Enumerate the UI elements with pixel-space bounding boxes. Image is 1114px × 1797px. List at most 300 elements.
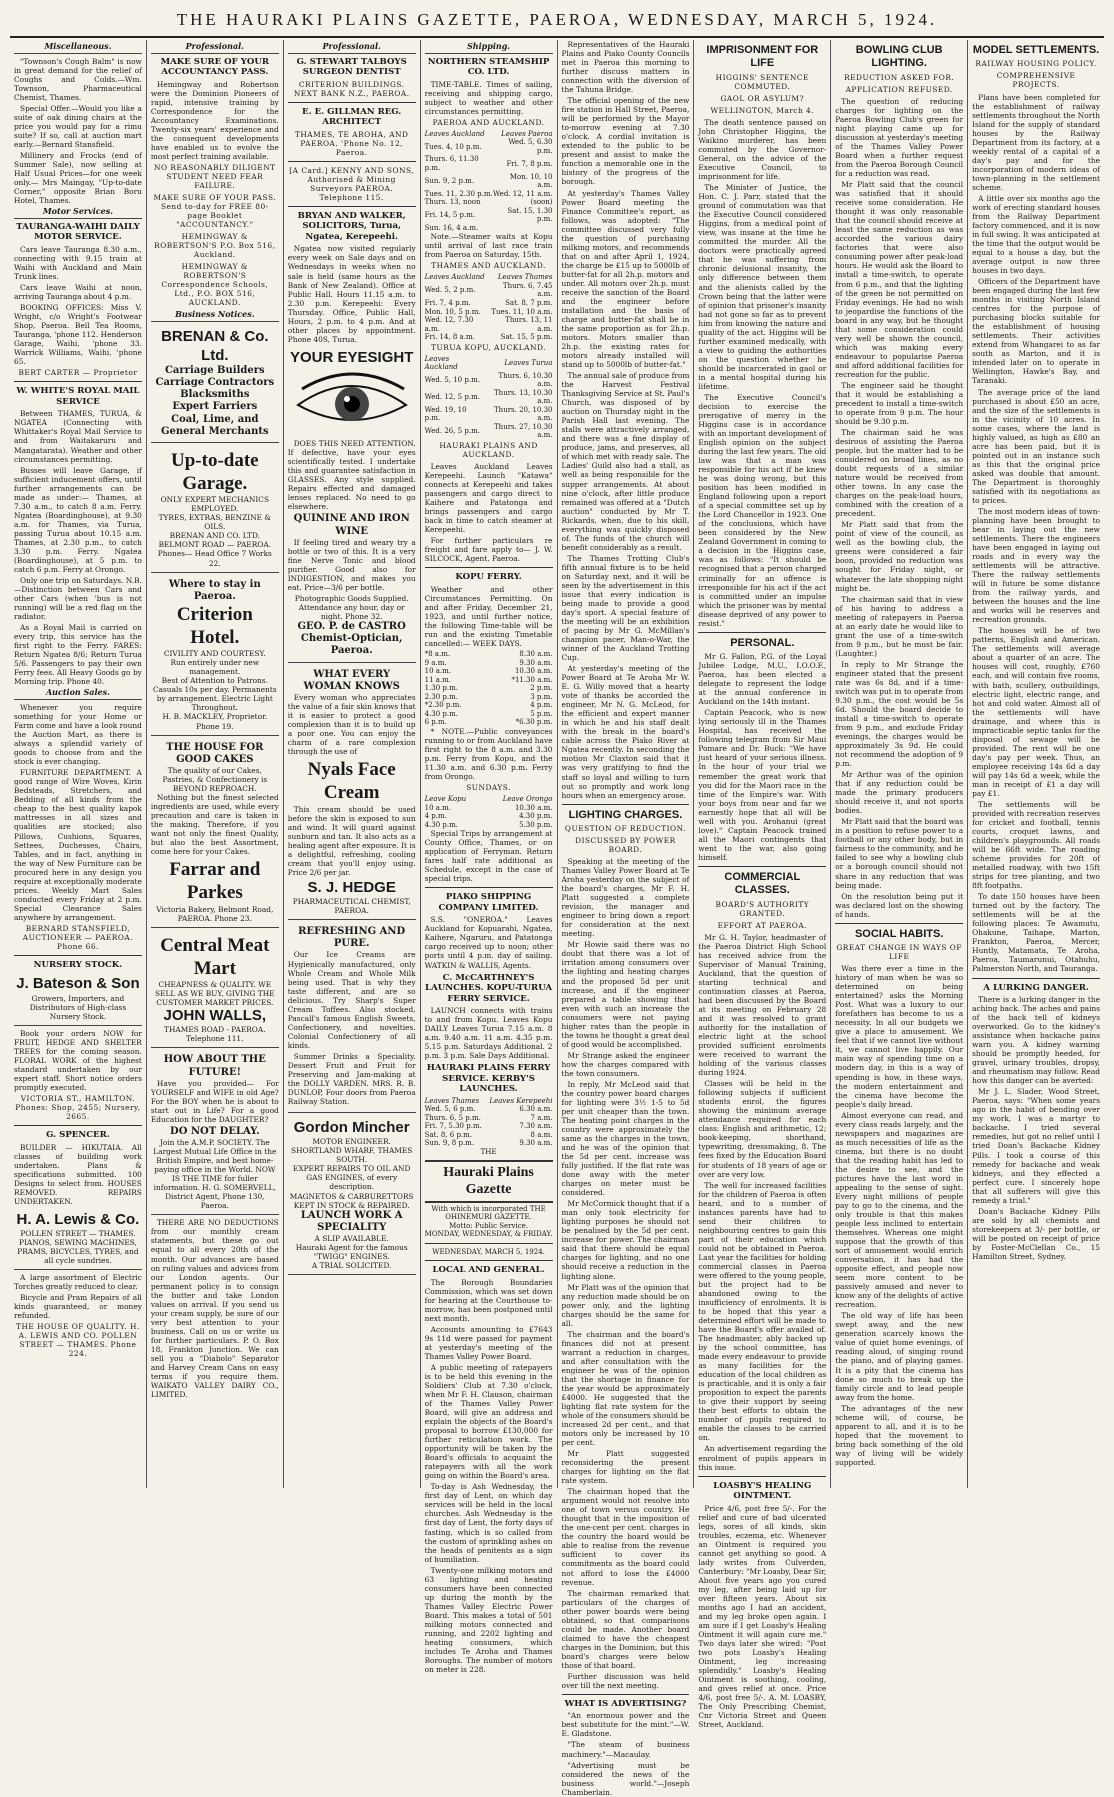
paragraph: Representatives of the Hauraki Plains and Piako County Councils met in Paeroa this morning to further discuss matters in connection with the diversion of the Tahuna Bridge. [561,40,690,95]
timetable-cell: 8.30 a.m. [519,650,553,659]
paragraph: The chairman hoped that the argument would not resolve into one of town versus country. He thought that in the imposition of the one-cent per cent. charges in the country the board would be able to realise from the revenue sufficient to cover its commitments as the board could not afford to lose the £4000 revenue. [561,1487,690,1587]
timetable-row [425,198,553,207]
timetable [425,355,553,440]
timetable-cell: *2.30 p.m. [424,701,462,710]
ad-line: A SLIP AVAILABLE. [314,1233,389,1243]
timetable-cell: 9.30 a.m. [519,1139,553,1148]
notice: Book your orders NOW for FRUIT, HEDGE AND SHELTER TREES for the coming season. FLORAL WORK of the highest standard undertaken by our expert staff. Short notice orders promptly executed. [14,1028,142,1092]
notice: Bicycle and Pram Repairs of all kinds guaranteed, or money refunded. [14,1293,142,1321]
timetable-cell: 5.30 p.m. [519,820,553,829]
paragraph: Mr Platt said that the board was in a position to refuse power to a football or any other body, but in fairness to the community, and he failed to see why a bowling club or a borough council should not share in any reduction that was being made. [835,817,964,890]
timetable-cell: Thurs. 13, 10.30 a.m. [494,388,553,406]
paragraph: Doan's Backache Kidney Pills are sold by all chemists and storekeepers at 3/- per bottle, or will be posted on receipt of price by Foster-McClellan Co., 15 Hamilton Street, Sydney. [972,1206,1100,1261]
criterion-ad [151,576,279,736]
article-subheading: QUESTION OF REDUCTION. [564,824,686,833]
paragraph: "Advertising must be considered the news of the business world."—Joseph Chamberlain. [561,1760,690,1797]
timetable-cell: Sun. 16, 4 a.m. [424,223,479,232]
timetable-row [425,282,553,299]
paper-subtitle: With which is incorporated THE OHINEMURI GAZETTE. [431,1204,546,1222]
timetable-cell: Fri. 7, 4 p.m. [424,298,471,307]
ad-heading: NURSERY STOCK. [33,959,123,970]
timetable-cell: Wed. 12, 7.30 a.m. [424,316,474,333]
garage-ad [151,446,279,573]
timetable-cell: Thurs. 27, 10.30 a.m. [494,422,553,440]
timetable [425,273,553,341]
notice: THERE ARE NO DEDUCTIONS from our monthly cream statements, but these go out equal to all every 20th of the month. Our advances are based on ruling values and advices from our London agents. Our permanent policy is to consign the butter and take London values on arrival. If you send us your cream supply, be sure of our very best attention to your business. Call on us or write us for further particulars. P. O. Box 18, Frankton Junction. We can sell you a "Diabolo" Separator and Harvey Cream Cans on easy terms if you require them. WAIKATO VALLEY DAIRY CO., LIMITED. [150,1218,279,1399]
timetable-row [425,308,553,317]
paragraph: The average price of the land purchased is about £50 an acre, and the size of the settlements is in the vicinity of 10 acres. In some cases, where the land is highly valued, as high as £80 an acre has been paid, but it is pointed out in an instance such as this that the original price asked was double that amount. The Department is thoroughly satisfied with its negotiations as to prices. [972,387,1100,505]
ad-title: QUININE AND IRON WINE [293,513,410,537]
ad-line: H. B. MACKLEY, Proprietor. Phone 19. [162,712,268,731]
ad-line: Victoria Bakery, Belmont Road, PAEROA. Phone 23. [156,904,274,923]
ad-heading: W. WHITE'S ROYAL MAIL SERVICE [16,386,140,407]
ad-heading: C. McCARTHNEY'S LAUNCHES. KOPU-TURUA FERRY SERVICE. [425,972,553,1004]
notice: Hemingway and Robertson were the Dominion Pioneers of rapid, intensive training by Correspondence for the Accountancy Examinations. Twenty-six years' experience and the consequent developments have enabled us to evolve the most perfect training available. [150,79,279,161]
paragraph: Officers of the Department have been engaged during the last few months in visiting North Island centres for the purpose of purchasing blocks suitable for the establishment of housing settlements. Their activities extend from Whangarei to as far south as Marton, and it is intended later on to operate in Wellington, Hawke's Bay, and Taranaki. [972,277,1100,386]
ad-heading: PIAKO SHIPPING COMPANY LIMITED. [438,892,539,913]
timetable-cell: Fri. 14, 8 a.m. [424,333,475,342]
timetable-cell: 4.30 p.m. [519,812,553,821]
timetable-cell: Sat. 8, 6 p.m. [424,1130,473,1139]
ad-line: BELMONT ROAD — PAEROA. Phones— Head Office 7 Works 22. [157,540,272,568]
paragraph: "An enormous power and the best substitute for the mint."—W. E. Gladstone. [561,1711,690,1739]
timetable-row [425,1131,553,1140]
ad-line: MAGNETOS & CARBURETTORS KEPT IN STOCK & REPAIRED. [289,1191,414,1210]
timetable-header-cell: Leaves Thames [424,1096,480,1105]
timetable-cell: 1.30 p.m. [424,684,459,693]
ad-line: Carriage Contractors [155,377,275,388]
notice: This cream should be used before the skin is exposed to sun and wind. It will guard against sunburn and tan. It also acts as a healing agent after exposure. It is a delightful, refreshing, cooling cream that you'll enjoy using. Price 2/6 per jar. [287,804,416,877]
timetable-cell: *8 a.m. [424,650,451,659]
notice: Only one trip on Saturdays. N.B.—Distinction between Cars and other Cars (when 'bus is not running) will be a red flag on the radiator. [14,575,142,622]
ad-line: CIVILITY AND COURTESY. [163,649,266,659]
paragraph: The most modern ideas of town-planning have been brought to bear in laying out the new settlements. There the engineers have been engaged in laying out roads and in every way the settlements will be attractive. There the railway settlements will in future be some distance from the railway yards, and between the houses and the line and works will be reserves and recreation grounds. [972,506,1100,625]
paragraph: The Borough Boundaries Commission, which was set down for hearing at the Courthouse to-morrow, has been postponed until next month. [424,1277,553,1323]
ad-line: CRITERION BUILDINGS. NEXT BANK N.Z., PAEROA. [293,79,410,98]
timetable-row [425,333,553,342]
ad-line: The quality of our Cakes, Pastries, & Confectionery is BEYOND REPROACH. [162,765,268,793]
timetable-header-cell: Leaves Paeroa [501,129,553,138]
notice: Our Ice Creams are Hygienically manufactured, only Whole Cream and Whole Milk being used. That is why they taste different, and are so delicious. Try Sharp's Super Cream Toffees. Also stocked, Pascall's famous English Sweets, Confectionery, and novelties. Colonial Confectionery of all kinds. [287,950,416,1050]
timetable-row [425,173,553,190]
ad-line: Photographic Goods Supplied. Attendance any hour, day or night. Phone 32. [294,593,409,621]
ad-title: GEO. P. de CASTRO Chemist-Optician, Paeroa. [297,621,406,657]
timetable-heading: HAURAKI PLAINS AND AUCKLAND. [439,440,538,459]
timetable-cell: Tues. 11, 10 a.m. [491,307,553,316]
section-heading: Miscellaneous. [14,42,142,54]
article-headline: LOASBY'S HEALING OINTMENT. [713,1480,812,1502]
ad-line: Where to stay in Paeroa. [168,578,261,602]
timetable-cell: 10.30 a.m. [514,803,553,812]
paragraph: Was there ever a time in the history of man when he was so determined on being entertained? asks the Morning Post. What was a luxury to our forefathers has become to us a necessity. In all our budgets we give a place to amusement. We feel that if we cannot live without it, we cannot live happily. Our main way of spending time on a modern day, in this is a way of spending is how, in these ways, the modern entertainment and the cinema have become the people's daily bread. [835,964,964,1109]
paper-the: THE [480,1147,497,1156]
paragraph: Mr J. L. Slader, Wood Street, Paeroa, says: "When some years ago in the habit of bending over my work, I was a martyr to backache. I tried several remedies, but got no relief until I tried Doan's Backache Kidney Pills. I took a course of this remedy for backache and weak kidneys, and they effected a perfect cure. I sincerely hope that all sufferers will give this remedy a trial." [972,1087,1100,1205]
paragraph: The question of reducing charges for lighting on the Paeroa Bowling Club's green for night playing came up for discussion at yesterday's meeting of the Thames Valley Power Board when a further request from the Paeroa Borough Council for a reduction was read. [835,96,964,179]
ad-line: Carriage Builders [164,364,265,376]
paragraph: Classes will be held in the following subjects if sufficient students enrol, the figures showing the minimum average attendance required for each class: English and arithmetic, 12; book-keeping, shorthand, typewriting, dressmaking, 8. The fees fixed by the Education Board for students of 18 years of age or over are very low. [698,1079,827,1179]
lewis-ad [14,1208,142,1270]
notice: S.S. "ONEROA." Leaves Auckland for Kopuarahi, Ngatea, Kaihere, Ngaruru, and Patatonga cargo received up to noon; other ports until 4 p.m. day of sailing. WATKIN & WALLIS, Agents. [424,915,553,970]
column-2 [147,40,284,1488]
timetable-cell: Wed. 5, 2 p.m. [424,286,476,295]
ad-line: Best of Attention to Patrons. [161,676,268,686]
paragraph: A little over six months ago the work of erecting standard houses from the Railway Department factory commenced, and it is now in full swing. It was anticipated at the time that the output would be equal to a house a day, but the average output is now three houses in two days. [972,193,1100,276]
ad-line: Casuals 10s per day. Permanents by arrangement. Electric Light Throughout. [152,685,277,713]
timetable-header-cell: Leave Kopu [424,795,467,804]
notice: Note.—Steamer waits at Kopu until arrival of last race train from Paeroa on Saturday, 15th. [424,232,553,260]
column-8 [968,40,1104,1488]
timetable-cell: Sun. 9, 2 p.m. [424,176,475,185]
timetable-cell: 4.30 p.m. [424,820,459,829]
ad-title: HOW ABOUT THE FUTURE! [163,1054,266,1078]
nyals-ad [288,666,416,921]
dateline: WELLINGTON, March 4. [710,105,815,115]
notice: Between THAMES, TURUA, & NGATEA (Connecting with Whittaker's Royal Mail Service to and from Waitakaruru and Mangatarata). Weather and other circumstances permitting. [14,409,142,464]
timetable-row [425,406,553,423]
paragraph: Plans have been completed for the establishment of railway settlements throughout the North Island for the supply of standard houses by the Railway Department from its factory, at a weekly rental of a capital of a day's pay and for the incorporation of modern ideas of town-planning in the settlement scheme. [972,92,1100,192]
timetable-cell: Wed. 5, 6 p.m. [424,1105,476,1114]
article-headline: SOCIAL HABITS. [854,927,944,940]
paragraph: The Minister of Justice, the Hon. C. J. Parr, stated that the ground of commutation was that the Executive Council considered Higgins, from a medical point of view, was insane at the time he committed the murder. All the doctors were practically agreed that he was suffering from chronic delusional insanity, the only difference between them and the alienists called by the Crown being that the latter were of opinion that prisoner's insanity had not gone so far as to prevent him from knowing the nature and quality of the act. Higgins will be further examined medically, with a view to guiding the authorities on the question whether he should be incarcerated in gaol or in a mental hospital during his lifetime. [698,183,827,391]
paper-date: WEDNESDAY, MARCH 5, 1924. [432,1247,545,1256]
notice: Special Offer.—Would you like a suite of oak dining chairs at the price you would pay for a rimu suite? If so, call at auction mart early.—Bernard Stansfield. [14,103,142,150]
ad-title: Central Meat Mart [160,934,270,979]
section-heading: Professional. [288,42,416,54]
timetable-row [425,1139,553,1148]
timetable-header [425,795,553,804]
timetable-row [425,693,553,702]
ad-title: Nyals Face Cream [307,759,396,804]
timetable-cell: (soon) [530,198,553,207]
paragraph: The official opening of the new fire station in Hall Street, Paeroa, will be performed by the Mayor to-morrow evening at 7.30 o'clock. A cordial invitation is extended to the public to be present and assist to make the function a memorable one in the history of the progress of the borough. [561,96,690,187]
paragraph: Twenty-one milking motors and 63 lighting and heating consumers have been connected up during the month by the Thames Valley Electric Power Board. This makes a total of 501 milking motors connected and running, and 2202 lighting and heating consumers, which includes Te Aroha and Thames Boroughs. The number of motors on meter is 228. [424,1565,553,1674]
meat-ad [151,931,279,1049]
timetable-header [425,130,553,139]
paragraph: The well for increased facilities for the children of Paeroa is often heard, and to a number of instances parents have had to send their children to neighbouring centres to gain this part of their education which could not be obtained in Paeroa. Last year the facilities for holding commercial classes in Paeroa were offered to the young people, but the project had to be abandoned owing to the insufficiency of enrolments. It is to be hoped that this year a determined effort will be made to have the Board's offer availed of. The headmaster, ably backed up by the school committee, has made every endeavour to provide as many facilities for the education of the local children as is practicable, and it is only a fair proposition to expect the parents to give their support by seeing their best efforts to obtain the number of pupils required to enable the classes to be carried on. [698,1180,827,1443]
notice: Every woman who appreciates the value of a fair skin knows that it is easier to protect a good complexion than it is to build up a poor one. You can enjoy the charm of a rare complexion through the use of [287,692,416,757]
ad-title: Criterion Hotel. [176,603,253,649]
article-headline: WHAT IS ADVERTISING? [564,1698,687,1709]
notice: DOES THIS NEED ATTENTION. If defective, have your eyes scientifically tested. I undertake this and guarantee satisfaction in GLASSES. Any style supplied. Repairs effected and damaged lenses replaced. No need to go elsewhere. [287,439,416,512]
ad-title: H. A. Lewis & Co. [16,1210,140,1228]
ad-heading: KOPU FERRY. [455,572,522,583]
timetable-row [425,299,553,308]
timetable-cell: 10.30 a.m. [514,667,553,676]
paragraph: To date 150 houses have been turned out by the factory. The settlements will be at the following places: Te Awamutu, Ohakune, Taihape, Marton, Frankton, Paeroa, Mercer, Huntly, Matamata, Te Aroha, Paeroa, Taumarunui, Otahuhu, Palmerston North, and Tauranga. [972,892,1100,974]
notice: BOOKING OFFICES: Miss V. Wright, c/o Wright's Footwear Shop, Paeroa. Bell Tea Rooms, Tauranga, 'phone 112. Henderson Garage, Waihi, 'phone 33. Warrick Williams, Waihi, 'phone 65. [14,303,142,367]
notice: A large assortment of Electric Torches greatly reduced to clear. [14,1273,142,1292]
column-3 [284,40,421,1488]
timetable-row [425,423,553,440]
timetable-row [425,207,553,224]
ad-line: THAMES, TE AROHA, AND PAEROA. 'Phone No. 12, Paeroa. [294,129,409,157]
paragraph: Mr Platt suggested reconsidering the present charges for lighting on the flat rate system. [561,1449,690,1486]
article-headline: COMMERCIAL CLASSES. [724,870,801,897]
paper-title: Hauraki Plains Gazette [425,1160,553,1202]
timetable [425,130,553,232]
ad-line: TYRES, EXTRAS, BENZINE & OILS. [158,513,271,532]
notice: Busses will leave Garage, if sufficient inducement offers, until further arrangements can be made as under:— Thames, at 7.30 a.m., to catch 8 a.m. Ferry. Ngatea (Boardinghouse), at 9.30 a.m. for Thames, via Turua, passing Turua about 10.15 a.m. Thames, at 2.30 p.m., to catch 3.30 p.m. Ferry. Ngatea (Boardinghouse), at 5 p.m. to catch 6 p.m. Ferry at Orongo. [14,465,142,574]
timetable-row [425,155,553,172]
timetable [425,650,553,727]
paragraph: Mr Howie said there was no doubt that there was a lot of irritation among consumers over the lighting and heating charges and the proposed 5d per unit increase, and if the engineer prepared a table showing that even with such an increase the consumers were not paying higher rates than the people in the towns he thought a great deal of good would be accomplished. [561,940,690,1049]
column-1 [10,40,147,1488]
timetable-cell: 6.30 a.m. [519,1105,553,1114]
paragraph: A public meeting of ratepayers is to be held this evening in the Soldiers' Club at 7.30 o'clock, when Mr F. H. Clauson, chairman of the Thames Valley Power Board, will give an address and explain the objects of the Board's proposal to borrow £130,000 for further reticulation work. The opportunity will be taken by the Board's officials to acquaint the ratepayers with all the work going on within the Board's area. [424,1362,553,1481]
notice: "Townson's Cough Balm" is now in great demand for the relief of Coughs and Colds.—Wm. Townson, Pharmaceutical Chemist, Thames. [14,56,142,102]
paragraph: "The steam of business machinery."—Macaulay. [561,1740,690,1759]
timetable-cell: Mon. 10, 5 p.m. [424,307,481,316]
ad-line: EXPERT REPAIRS TO OIL AND GAS ENGINES, of every description. [292,1164,411,1192]
article-subheading: COMPREHENSIVE PROJECTS. [996,71,1076,90]
paper-motto: Motto: Public Service. [449,1221,529,1230]
ad-title: S. J. HEDGE [307,878,396,896]
notice: As a Royal Mail is carried on every trip, this service has the first right to the Ferry. FARES: Return Ngatea 8/6; Return Turua 5/6. Passengers to pay their own Ferry fees. All Heavy Goods go by Morning trip. Phone 40. [14,623,142,687]
timetable-row [425,812,553,821]
article-subheading: GREAT CHANGE IN WAYS OF LIFE [836,943,962,962]
timetable-row [425,684,553,693]
timetable-row [425,190,553,199]
paragraph: The chairman and the board's finances did not at present warrant a reduction in charges, and after consultation with the engineer he was of the opinion that the shortage in finance for the year would be approximately £4000. He suggested that the lighting flat rate system for the whole of the consumers should be increased 2d per cent., and that motors only be increased by 10 per cent. [561,1329,690,1448]
column-6 [694,40,831,1730]
paragraph: On the resolution being put it was declared lost on the showing of hands. [835,891,964,919]
article-headline: A LURKING DANGER. [983,982,1089,993]
notice: Leaves Auckland Leaves Kerepeehi. Launch "Katawa" connects at Kerepeehi and takes passengers and cargo direct to Kaihere and Patatonga and brings passengers and cargo back in time to catch steamer at Kerepeehi. [424,462,553,535]
paragraph: Further discussion was held over till the next meeting. [561,1671,690,1690]
paragraph: At yesterday's Thames Valley Power Board meeting the Finance Committee's report, as follows, was adopted: "The committee discussed very fully the question of purchasing milking motors, and recommends that on and after April 1, 1924, the charge be £15 up to 5000lb of butter-fat for all 2h.p. motors and under. All motors over 2h.p. must receive the sanction of the Board and the engineer before installation and the basis of charge and butter-fat shall be in the same proportion as for 2h.p. motors. Motors smaller than 2h.p. the existing rates for motors already installed will stand up to 5000lb of butter-fat." [561,188,690,370]
notice: Cars leave Waihi at noon, arriving Tauranga about 4 p.m. [14,283,142,302]
timetable-row [425,138,553,155]
timetable-cell: 10 a.m. [424,803,452,812]
ad-heading: E. E. GILLMAN REG. ARCHITECT [302,106,402,128]
timetable-cell: 4.30 p.m. [424,709,459,718]
article-subheading: DISCUSSED BY POWER BOARD. [575,836,676,855]
ad-title: YOUR EYESIGHT [290,348,414,366]
timetable-row [425,1105,553,1114]
notice: Weather and other Circumstances Permitting. On and after Friday, December 21, 1923, and until further notice, the following Time-table will be run and the existing Timetable cancelled:— WEEK DAYS. [424,584,553,649]
timetable-cell: Wed. 12, 11 a.m. [493,189,553,198]
paragraph: There is a lurking danger in the aching back. The aches and pains of the back tell of kidneys overworked. Go to the kidney's assistance when backache pains warn you. A kidney warning should be promptly heeded, for gravel, urinary troubles, dropsy, and rheumatism may follow. Read how this danger can be averted: [972,994,1100,1086]
paragraph: The engineer said he thought that it would be establishing a precedent to install a time-switch to operate from 9 p.m. The hour should be 9.30 p.m. [835,380,964,426]
paragraph: The chairman said that in view of his having to address a meeting of ratepayers in Paeroa at an early date he would like to grant the use of a time-switch from 9 p.m., but he must be fair. (Laughter.) [835,594,964,658]
timetable-cell: Sat. 15, 5 p.m. [500,333,553,342]
notice: TIME-TABLE. Times of sailing, receiving and shipping cargo, subject to weather and other circumstances permitting. [424,79,553,116]
timetable-row [425,224,553,233]
timetable-header [425,273,553,282]
article-subheading: BOARD'S AUTHORITY GRANTED. [715,899,810,918]
timetable-cell: 6 p.m. [424,718,447,727]
article-subheading: REDUCTION ASKED FOR. [844,72,955,82]
timetable-cell: Thurs. 13, 11 a.m. [505,316,553,333]
timetable-cell: 3 p.m. [530,692,553,701]
paragraph: The Thames Trotting Club's fifth annual fixture is to be held on Saturday next, and it will be seen by the advertisement in this issue that every indication is being made to provide a good day's sport. A special feature of the meeting will be an exhibition of pacing by Mr G. McMillan's champion pacer, Man-o-War, the winner of the Auckland Trotting Cup. [561,553,690,663]
column-7 [831,40,968,1488]
timetable-cell: *11.30 a.m. [511,675,553,684]
timetable-cell: Thurs. 6, 7.45 a.m. [502,281,553,299]
ad-line: POLLEN STREET — THAMES. PIANOS, SEWING MACHINES, PRAMS, BICYCLES, TYRES, and all cycle sundries. [17,1229,139,1266]
newspaper-columns [10,40,1104,1797]
article-headline: MODEL SETTLEMENTS. [972,44,1100,56]
timetable-cell: Wed. 12, 5 p.m. [424,393,480,402]
timetable-row [425,1122,553,1131]
timetable-row [425,676,553,685]
ad-line: General Merchants [161,425,269,437]
timetable-cell: 5 p.m. [530,709,553,718]
article-subheading: APPLICATION REFUSED. [845,84,953,94]
ad-heading: MAKE SURE OF YOUR ACCOUNTANCY PASS. [160,56,270,78]
notice: If feeling tired and weary try a bottle or two of this. It is a very fine Nerve Tonic and blood purifier. Good also for INDIGESTION, and makes you eat. Price—3/6 per bottle. [287,537,416,592]
notice: Ngatea now visited regularly every week on Sale days and on Wednesdays in weeks when no sale is held (same hours as the Bank of New Zealand). Office at Public Hall. Hours 11.15 a.m. to 2.30 p.m. Kerepeehi: Every Thursday. Office, Public Hall, Hours, 2 p.m. to 4 p.m. And at other places by appointment. Phone 40S, Turua. [287,244,416,344]
timetable-heading: THAMES AND AUCKLAND. [431,261,546,271]
section-heading: Motor Services. [14,207,142,219]
timetable-cell [493,224,553,233]
notice: Whenever you require something for your Home or Farm come and have a look round the Auction Mart, as there is always a splendid variety of goods to choose from and the stock is ever changing. [14,703,142,767]
paragraph: To-day is Ash Wednesday, the first day of Lent, on which day services will be held in the local churches. Ash Wednesday is the first day of Lent, the forty days of fasting, which is so called from the custom of sprinkling ashes on the heads of penitents as a sign of humiliation. [424,1482,553,1564]
ad-line: CHEAPNESS & QUALITY. WE SELL AS WE BUY, GIVING THE CUSTOMER MARKET PRICES. [155,979,275,1008]
timetable-cell: Fri. 14, 5 p.m. [424,210,476,219]
ad-line: Run entirely under new management. [170,658,260,677]
paragraph: In reply, Mr McLeod said that the country power board charges for lighting were 3½ 1-5 to 5d per unit cheaper than the town. The heating point charges in the country were approximately the same as the charges in the town, and he was of the opinion that the 5d per cent. increase was fully justified. If the flat rate was done away with the meter charges on meter must be considered. [561,1079,690,1198]
paragraph: Almost everyone can read, and every class reads largely, and the newspapers and magazines are as much necessities of life as the cinema, but there is no doubt that the reading habit has led to the desire to see, and the pictures have the last word in appealing to the sense of sight. Every night millions of people pay to go to the cinema, and the only trouble is that this makes people less inclined to entertain themselves. Whereas one might suppose that the growth of this sort of amusement would enrich conversation, it has had the opposite effect, and people now seem more content to be passively amused and never to know any of the delights of active recreation. [835,1110,964,1310]
paragraph: The Executive Council's decision to exercise the prerogative of mercy in the Higgins case is in accordance with an important development of English opinion on the subject during the last few years. The old law was that a man was responsible for his act if he knew he was doing wrong, but this position has been modified in England following upon a report of a special committee set up by the Lord Chancellor in 1923. One of the conclusions, which have been considered by the New Zealand Government in coming to a decision in the Higgins case, was as follows: "It should be recognised that a person charged criminally for an offence is irresponsible for his act if the act is committed under an impulse which the prisoner was by mental disease deprived of any power to resist." [698,392,827,628]
article-headline: LIGHTING CHARGES. [568,808,683,821]
timetable-row [425,659,553,668]
timetable-cell: Wed. 5, 10 p.m. [424,375,480,384]
timetable-header-cell: Leave Orongo [502,795,553,804]
paragraph: Captain Peacock, who is now lying seriously ill in the Thames Hospital, has received the following telegram from Sir Maui Pomare and Dr. Buck: "We have just heard of your serious illness. In the hour of your trial we remember the great work that you did for the Maori race in the time of the Empire's war. With your boys from near and far we earnestly hope that all will be well with you. Arohanui (great love)." Captain Peacock trained all the Maori contingents that went to the war, also going himself. [698,708,827,862]
timetable-cell: Tues. 4, 10 p.m. [424,142,482,151]
ad-heading: HAURAKI PLAINS FERRY SERVICE. KERBY'S LAUNCHES. [426,1063,551,1095]
timetable-row [425,650,553,659]
section-heading: Business Notices. [151,310,279,322]
timetable-cell: 2 p.m. [530,684,553,693]
ad-line: Growers, Importers, and Distributors of High-class Nursery Stock. [29,993,127,1021]
timetable-cell: Wed. 19, 10 p.m. [424,405,467,423]
bateson-ad [14,972,142,1025]
eyesight-ad [288,346,416,663]
timetable-cell: Thurs. 20, 10.30 a.m. [494,405,553,423]
paragraph: Speaking at the meeting of the Thames Valley Power Board at Te Aroha yesterday on the subject of the board's charges, Mr F. H. Platt suggested a complete revision, the manager and engineer to bring down a report for consideration at the next meeting. [561,857,690,939]
timetable-heading: TURUA KOPU, AUCKLAND. [431,342,546,352]
paragraph: In reply to Mr Strange the engineer stated that the present rate was 6s 8d, and if a time-switch was put in to operate from 9.30 p.m., the cost would be 5s 6d. Should the board decide to install a time-switch to operate from 9 p.m., and exclude Friday evenings, the charges would be approximately 3s 9d. He could not recommend the adoption of 9 p.m. [835,659,964,769]
timetable-header-cell: Leaves Kerepeehi [489,1096,553,1105]
paragraph: Mr G. Fallon, P.G. of the Loyal Jubilee Lodge, M.U., I.O.O.F., Paeroa, has been elected a delegate to represent the lodge at the annual conference in Auckland on the 14th instant. [698,652,827,707]
ad-line: THAMES ROAD - PAEROA. Telephone 111. [164,1025,266,1044]
timetable-header-cell: Leaves Turua [504,358,553,367]
timetable-heading: PAEROA AND AUCKLAND. [432,117,545,127]
ad-line: VICTORIA ST., HAMILTON. Phones: Shop, 2455; Nursery, 2665. [15,1094,141,1122]
notice: BUILDER — HIKUTAIA. All classes of building work undertaken. Plans & specifications submitted. 100 Designs to select from. HOUSES REMOVED. REPAIRS UNDERTAKEN. [14,1142,142,1206]
timetable-cell: Sun. 9, 8 p.m. [424,1139,475,1148]
timetable-header-cell: Leaves Auckland [424,354,458,372]
timetable [425,795,553,829]
timetable-row [425,316,553,333]
paragraph: The houses will be of two patterns, English and American. The settlements will average about a quarter of an acre. The houses will cost, roughly, £760 each, and will contain five rooms, with bath, scullery, outbuildings, electric light, electric range, and hot and cold water. Almost all of the settlements will have drainage, and where this is impracticable septic tanks for the disposal of sewage will be provided. The rent will be one day's pay per week. Thus, an employee receiving 14s 6d a day will pay 14s 6d a week, while the man in receipt of £1 a day will pay £1. [972,626,1100,798]
brenan-ad [151,325,279,443]
timetable-cell: Mon. 10, 10 a.m. [509,172,553,190]
timetable-cell: 8 a.m. [530,1130,553,1139]
timetable-header [425,1097,553,1106]
timetable-cell: Sat. 15, 1.30 p.m. [507,206,553,224]
timetable-cell: Wed. 26, 5 p.m. [424,427,480,436]
article-headline: IMPRISONMENT FOR LIFE [706,44,819,70]
column-5 [558,40,695,1797]
mincher-ad [288,1116,416,1275]
paragraph: Mr Platt was of the opinion that any reduction made should be on power only, and the lighting charges should be the same for all. [561,1282,690,1328]
article-subheading: RAILWAY HOUSING POLICY. [975,59,1097,69]
timetable-cell: Thurs. 6, 10.30 a.m. [498,371,553,389]
timetable-row [425,1114,553,1123]
ad-line: PHARMACEUTICAL CHEMIST, PAEROA. [292,897,411,916]
paragraph: The settlements will be provided with recreation reserves for cricket and football, tennis courts, croquet lawns, and children's playgrounds. All roads will be 66ft wide. The roading scheme provides for 20ft of metalled roadway, with two 15ft strips for tree planting, and two 8ft footpaths. [972,799,1100,891]
ad-title: WHAT EVERY WOMAN KNOWS [303,668,400,692]
paragraph: Mr Arthur was of the opinion that if any reduction could be made the primary producers should receive it, and not sports bodies. [835,770,964,816]
ad-line: MAKE SURE OF YOUR PASS. Send to-day for FREE 80-page Booklet "ACCOUNTANCY." [153,193,277,230]
ad-line: HEMINGWAY & ROBERTSON'S P.O. Box 516, Auckland. [154,232,276,260]
ad-heading: G. SPENCER. [46,1130,110,1141]
notice: Cars leave Tauranga 8.30 a.m., connecting with 9.15 train at Waihi with Auckland and Main Trunk lines. [14,244,142,282]
timetable-header [425,355,553,372]
section-heading: Shipping. [425,42,553,54]
paragraph: The chairman remarked that particulars of the charges of other power boards were being obtained, so that comparisons could be made. Another board claimed to have the cheapest charges in the Dominion, but this board's charges were below those of that board. [561,1588,690,1670]
ad-title: JOHN WALLS, [163,1007,267,1025]
column-4 [421,40,558,1674]
notice: For further particulars re freight and fare apply to— J. W. SILCOCK, Agent, Paeroa. [424,536,553,564]
ad-title: Up-to-date Garage. [171,449,259,495]
paragraph: The old way of life has been swept away, and the new generation scarcely knows the value of quiet home evenings, of reading aloud, of singing round the piano, and of playing games. It is a pity that the cinema has done so much to break up the family circle and to lead people away from the home. [835,1311,964,1402]
notice: LAUNCH connects with trains to and from Kopu. Leaves Kopu DAILY Leaves Turua 7.15 a.m. 8 a.m. 9.40 a.m. 11 a.m. 4.35 p.m. 5.15 p.m. Saturdays Additional. 2 p.m. 3 p.m. Sale Days Additional. [424,1006,553,1061]
paragraph: An advertisement regarding the enrolment of pupils appears in this issue. [698,1444,827,1472]
paragraph: At yesterday's meeting of the Power Board at Te Aroha Mr W. E. G. Willy moved that a hearty vote of thanks be accorded the engineer, Mr N. G. McLeod, for the efficient and expert manner in which he and his staff dealt with the break in the board's cable across the Piako River at Ngatea recently. In seconding the motion Mr Claxton said that it was very gratifying to find the staff so loyal and willing to turn out so promptly and work long hours when an emergency arose. [561,664,690,800]
ad-line: Hauraki Agent for the famous "TWIGG" ENGINES. [295,1242,408,1261]
timetable-row [425,821,553,830]
paragraph: The advantages of the new scheme will, of course, be apparent to all, and it is to be hoped that the movement to bring back something of the old way of living will be widely supported. [835,1403,964,1467]
timetable-cell: 10 a.m. [424,667,452,676]
timetable-header-cell: Leaves Auckland [424,129,485,138]
cakes-ad [151,739,279,928]
article-subheading: HIGGINS' SENTENCE COMMUTED. [715,72,809,91]
notice: Special Trips by arrangement at County Office, Thames, or on application of Ferryman. Return fares half rate additional as Schedule, except in the case of special trips. [424,829,553,884]
ad-line: A TRIAL SOLICITED. [311,1261,392,1271]
paragraph: Mr McCormick thought that if a man only took electricity for lighting purposes he should not be penalised by the 5d per cent. increase for power. The chairman said that there should be equal charges for lighting, and no one should receive a reduction in the lighting alone. [561,1199,690,1281]
article-headline: BOWLING CLUB LIGHTING. [855,44,943,70]
eye-illustration [292,371,412,433]
timetable-cell: 4 p.m. [530,701,553,710]
timetable-cell: Wed. 5, 6.30 p.m. [508,138,553,155]
timetable-cell: 9.30 a.m. [519,658,553,667]
section-heading: Professional. [151,42,279,54]
notice: Millinery and Frocks (end of Summer Sale), now selling at Half Usual Prices—for one week only.— Mrs Maingay, "Up-to-date Corner," opposite Brian Boru Hotel, Thames. [14,151,142,206]
ad-title: J. Bateson & Son [16,975,140,993]
ad-line: HEMINGWAY & ROBERTSON'S Correspondence Schools, Ltd., P.O. BOX 516, AUCKLAND. [161,262,269,308]
timetable-row [425,718,553,727]
timetable [425,1097,553,1148]
paragraph: Mr Platt said that from the point of view of the council, as well as the bowling club, the greens were considered a fair boon, provided no reduction was sought for Friday night, or whatever the late shopping night might be. [835,520,964,593]
ad-heading: G. STEWART TALBOYS SURGEON DENTIST [296,56,407,78]
timetable-cell: 9 a.m. [424,658,447,667]
ad-line: Join the A.M.P. SOCIETY. The Largest Mutual Life Office in the British Empire, and best home-paying office in the World. NOW IS THE TIME for fuller information. H. G. SOMERVELL, District Agent, Phone 130, Paeroa. [153,1138,277,1211]
ad-heading: NORTHERN STEAMSHIP CO. LTD. [427,56,550,78]
article-headline: LOCAL AND GENERAL. [432,1265,545,1276]
timetable-row [425,667,553,676]
ad-title: Gordon Mincher [293,1119,410,1137]
paragraph: The chairman said he was desirous of assisting the Paeroa people, but the matter had to be considered on broad lines, as no doubt requests of a similar nature would be received from other towns. In any case the charges on the peak-load hours, combined with the creation of a precedent. [835,428,964,519]
timetable-cell: *6.30 p.m. [515,718,553,727]
notice: FURNITURE DEPARTMENT. A good range of Wire Woves, Kirin Bedsteads, Stretchers, and Bedding of all kinds from the cheap to the best quality kapok mattresses in all sizes and qualities are stocked; also Pillows, Cushions, Squares, Settees, Duchesses, Chairs, Tables, and in fact, anything in the way of New Furniture can be procured here in any design you require at exceptionally moderate prices. Weekly Mart Sales conducted every Friday at 2 p.m. Special Clearance Sales anywhere by arrangement. [14,768,142,922]
timetable-heading: SUNDAYS. [466,783,511,793]
ad-title: Farrar and Parkes [169,859,261,904]
timetable-header-cell: Leaves Auckland [424,273,485,282]
